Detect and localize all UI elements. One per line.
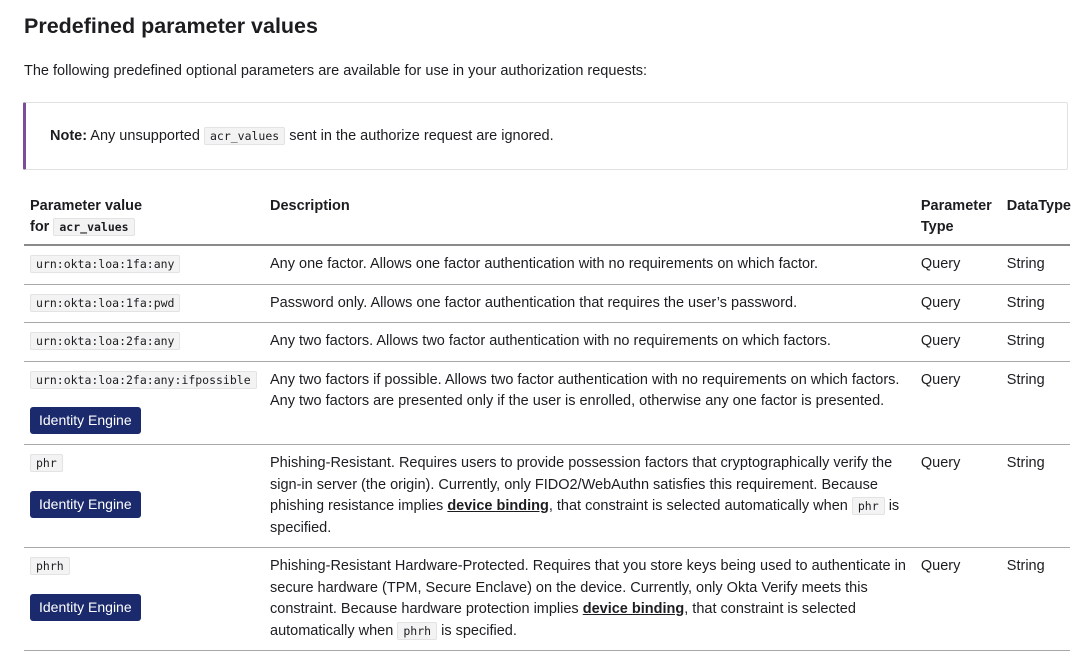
- table-row: [24, 548, 1070, 651]
- description-text: , that constraint is selected automatically when: [548, 498, 848, 514]
- datatype-cell: String: [1001, 361, 1070, 445]
- description-cell: Any two factors if possible. Allows two factor authentication with no requirements on which factors. Any two factors are presented only if the user is enrolled, otherwise any one factor is presented.: [264, 361, 915, 445]
- inline-code: phr: [852, 497, 885, 515]
- param-cell: [24, 245, 264, 284]
- page-title: Predefined parameter values: [24, 14, 318, 38]
- table-header-row: [24, 196, 1070, 245]
- param-code: phr: [30, 454, 63, 472]
- datatype-cell: String: [1001, 245, 1070, 284]
- datatype-cell: String: [1001, 548, 1070, 651]
- param-code: phrh: [30, 557, 70, 575]
- parameters-table: [24, 196, 1070, 651]
- table-row: [24, 245, 1070, 284]
- param-code: urn:okta:loa:1fa:any: [30, 255, 180, 273]
- note-label: Note:: [50, 128, 88, 144]
- header-param-for: for: [30, 219, 50, 235]
- table-row: [24, 284, 1070, 323]
- device-binding-link[interactable]: device binding: [447, 498, 549, 514]
- type-cell: Query: [915, 548, 1001, 651]
- table-row: [24, 361, 1070, 445]
- table-row: [24, 445, 1070, 548]
- param-cell: [24, 361, 264, 445]
- header-datatype: DataType: [1001, 196, 1070, 245]
- note-code: acr_values: [204, 127, 285, 145]
- identity-engine-badge[interactable]: Identity Engine: [30, 594, 141, 621]
- table-row: [24, 323, 1070, 362]
- param-cell: [24, 548, 264, 651]
- note-text-before: Any unsupported: [90, 128, 200, 144]
- note-text-after: sent in the authorize request are ignored.: [289, 128, 554, 144]
- description-text: Phishing-Resistant. Requires users to provide possession factors that cryptographically verify the sign-in server (the origin). Currently, only FIDO2/WebAuthn satisfies this requirement. Because phishing resistance implies: [270, 455, 893, 514]
- note-content: [50, 128, 554, 144]
- description-text: is specified.: [270, 498, 900, 536]
- identity-engine-badge[interactable]: Identity Engine: [30, 407, 141, 434]
- datatype-cell: String: [1001, 284, 1070, 323]
- param-cell: [24, 323, 264, 362]
- description-cell: Any two factors. Allows two factor authentication with no requirements on which factors.: [264, 323, 915, 362]
- intro-text: The following predefined optional parameters are available for use in your authorization requests:: [24, 63, 648, 79]
- datatype-cell: String: [1001, 445, 1070, 548]
- header-parameter-value: [24, 196, 264, 245]
- device-binding-link[interactable]: device binding: [582, 601, 685, 617]
- description-cell: Any one factor. Allows one factor authentication with no requirements on which factor.: [264, 245, 915, 284]
- description-text: , that constraint is selected automatically when: [270, 601, 856, 639]
- header-parameter-type: Parameter Type: [915, 196, 1001, 245]
- type-cell: Query: [915, 323, 1001, 362]
- description-text: is specified.: [441, 622, 517, 639]
- description-cell: [264, 548, 915, 651]
- header-description: Description: [264, 196, 915, 245]
- description-cell: Password only. Allows one factor authentication that requires the user’s password.: [264, 284, 915, 323]
- datatype-cell: String: [1001, 323, 1070, 362]
- param-code: urn:okta:loa:2fa:any: [30, 332, 180, 350]
- type-cell: Query: [915, 284, 1001, 323]
- header-param-line1: Parameter value: [30, 198, 143, 214]
- type-cell: Query: [915, 361, 1001, 445]
- param-cell: [24, 284, 264, 323]
- inline-code: phrh: [397, 622, 437, 640]
- param-cell: [24, 445, 264, 548]
- param-code: urn:okta:loa:1fa:pwd: [30, 294, 180, 312]
- identity-engine-badge[interactable]: Identity Engine: [30, 491, 141, 518]
- type-cell: Query: [915, 245, 1001, 284]
- type-cell: Query: [915, 445, 1001, 548]
- param-code: urn:okta:loa:2fa:any:ifpossible: [30, 371, 257, 389]
- description-cell: [264, 445, 915, 548]
- header-param-code: acr_values: [53, 218, 134, 236]
- description-text: Phishing-Resistant Hardware-Protected. Requires that you store keys being used to authenticate in secure hardware (TPM, Secure Enclave) on the device. Currently, only Okta Verify meets this constraint. Because hardware protection implies: [270, 558, 906, 617]
- note-callout: [23, 102, 1068, 170]
